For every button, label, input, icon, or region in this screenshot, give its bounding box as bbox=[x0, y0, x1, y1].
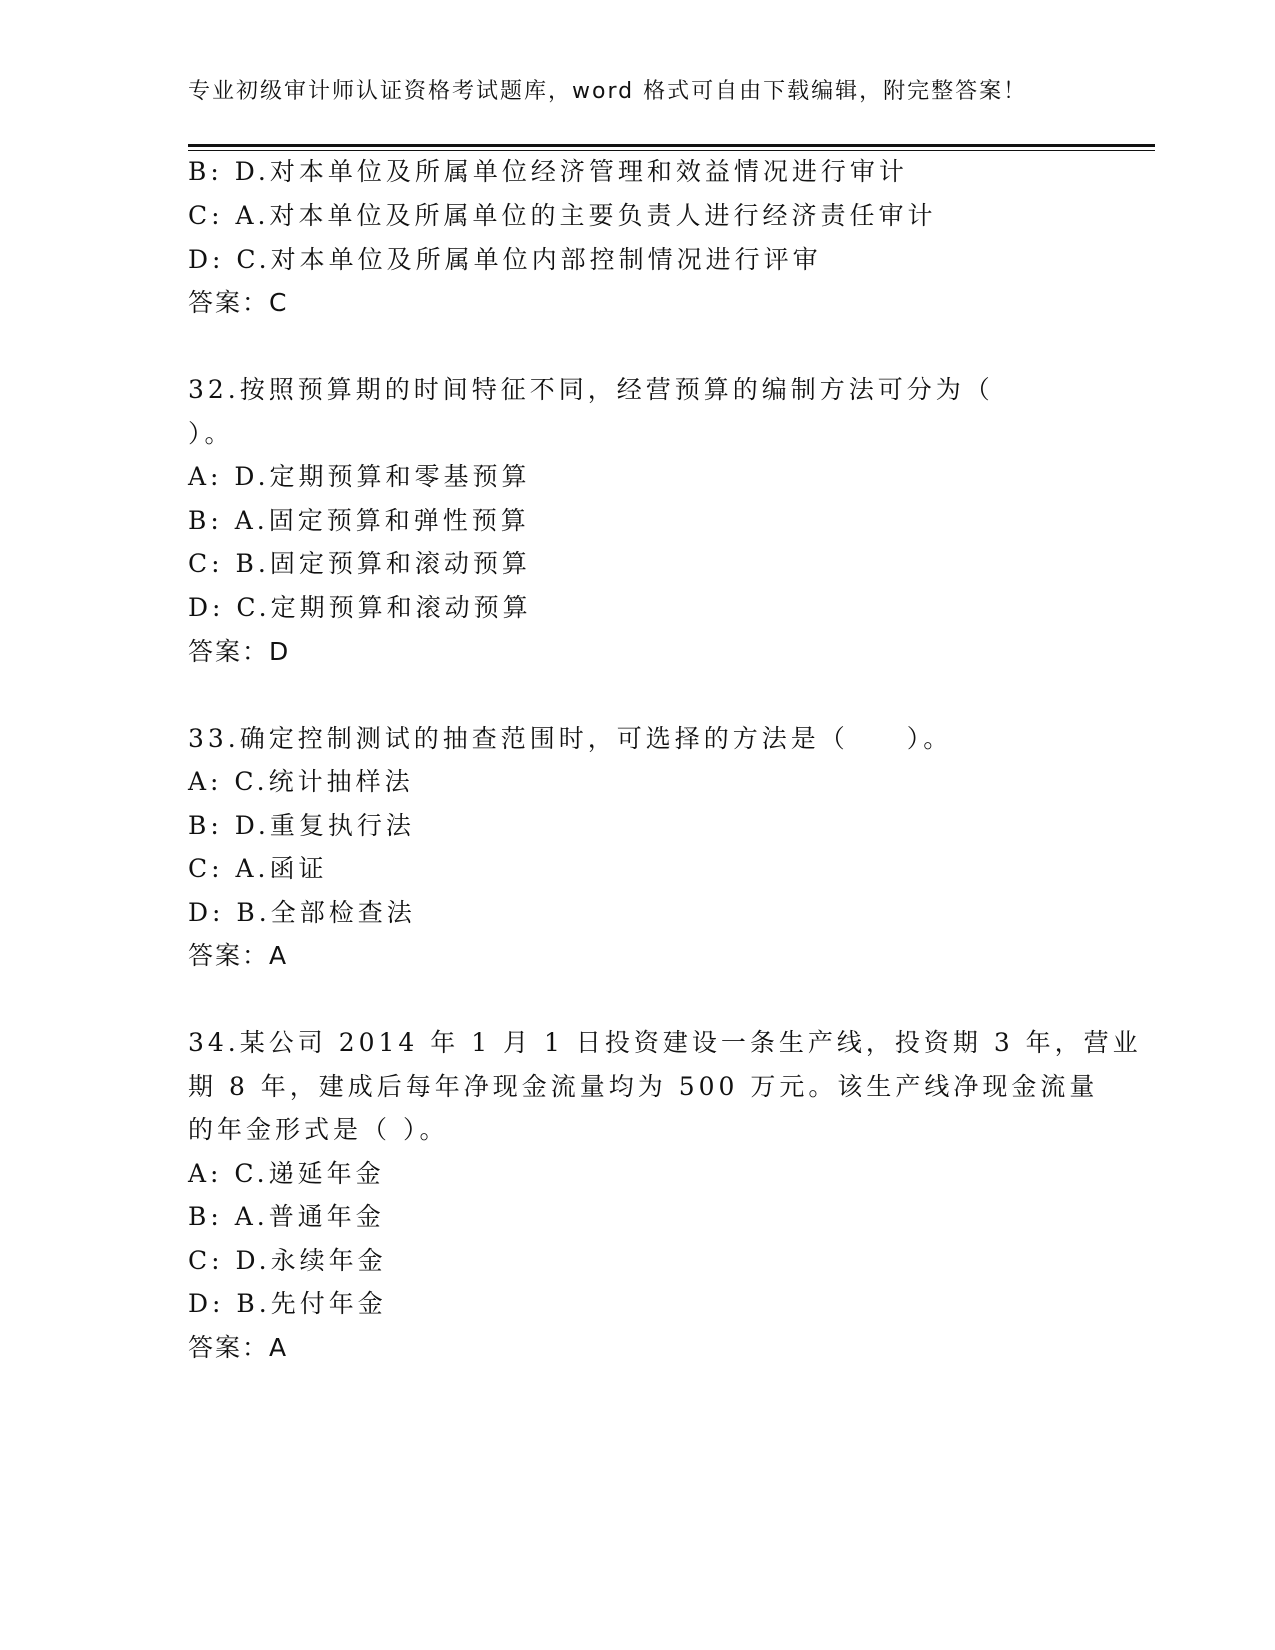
q34-stem-line1: 34.某公司 2014 年 1 月 1 日投资建设一条生产线，投资期 3 年，营业 bbox=[188, 1028, 1142, 1057]
q32-stem-line1: 32.按照预算期的时间特征不同，经营预算的编制方法可分为（ bbox=[188, 375, 994, 404]
q34-option-b: B: A.普通年金 bbox=[188, 1202, 385, 1231]
q33-option-a: A: C.统计抽样法 bbox=[188, 767, 414, 796]
q31-answer: 答案：C bbox=[188, 288, 289, 317]
q33-option-d: D: B.全部检查法 bbox=[188, 898, 416, 927]
q31-option-d: D: C.对本单位及所属单位内部控制情况进行评审 bbox=[188, 245, 822, 274]
q32-option-b: B: A.固定预算和弹性预算 bbox=[188, 506, 530, 535]
header-divider-thin bbox=[188, 150, 1155, 151]
q32-stem-line2: ）。 bbox=[188, 419, 234, 448]
q34-answer: 答案：A bbox=[188, 1333, 289, 1362]
q31-option-c: C: A.对本单位及所属单位的主要负责人进行经济责任审计 bbox=[188, 201, 937, 230]
q33-option-c: C: A.函证 bbox=[188, 854, 328, 883]
q33-stem-line1: 33.确定控制测试的抽查范围时，可选择的方法是（ ）。 bbox=[188, 724, 953, 753]
q34-option-c: C: D.永续年金 bbox=[188, 1246, 387, 1275]
q32-option-c: C: B.固定预算和滚动预算 bbox=[188, 549, 531, 578]
q34-stem-line3: 的年金形式是（ ）。 bbox=[188, 1115, 449, 1144]
q31-option-b: B: D.对本单位及所属单位经济管理和效益情况进行审计 bbox=[188, 157, 908, 186]
page-header: 专业初级审计师认证资格考试题库，word 格式可自由下载编辑，附完整答案！ bbox=[188, 79, 1028, 104]
q32-answer: 答案：D bbox=[188, 637, 291, 666]
q32-option-a: A: D.定期预算和零基预算 bbox=[188, 462, 531, 491]
q34-stem-line2: 期 8 年，建成后每年净现金流量均为 500 万元。该生产线净现金流量 bbox=[188, 1072, 1099, 1101]
q32-option-d: D: C.定期预算和滚动预算 bbox=[188, 593, 532, 622]
q34-option-d: D: B.先付年金 bbox=[188, 1289, 387, 1318]
q33-option-b: B: D.重复执行法 bbox=[188, 811, 415, 840]
header-divider-thick bbox=[188, 144, 1155, 147]
q34-option-a: A: C.递延年金 bbox=[188, 1159, 385, 1188]
q33-answer: 答案：A bbox=[188, 941, 289, 970]
